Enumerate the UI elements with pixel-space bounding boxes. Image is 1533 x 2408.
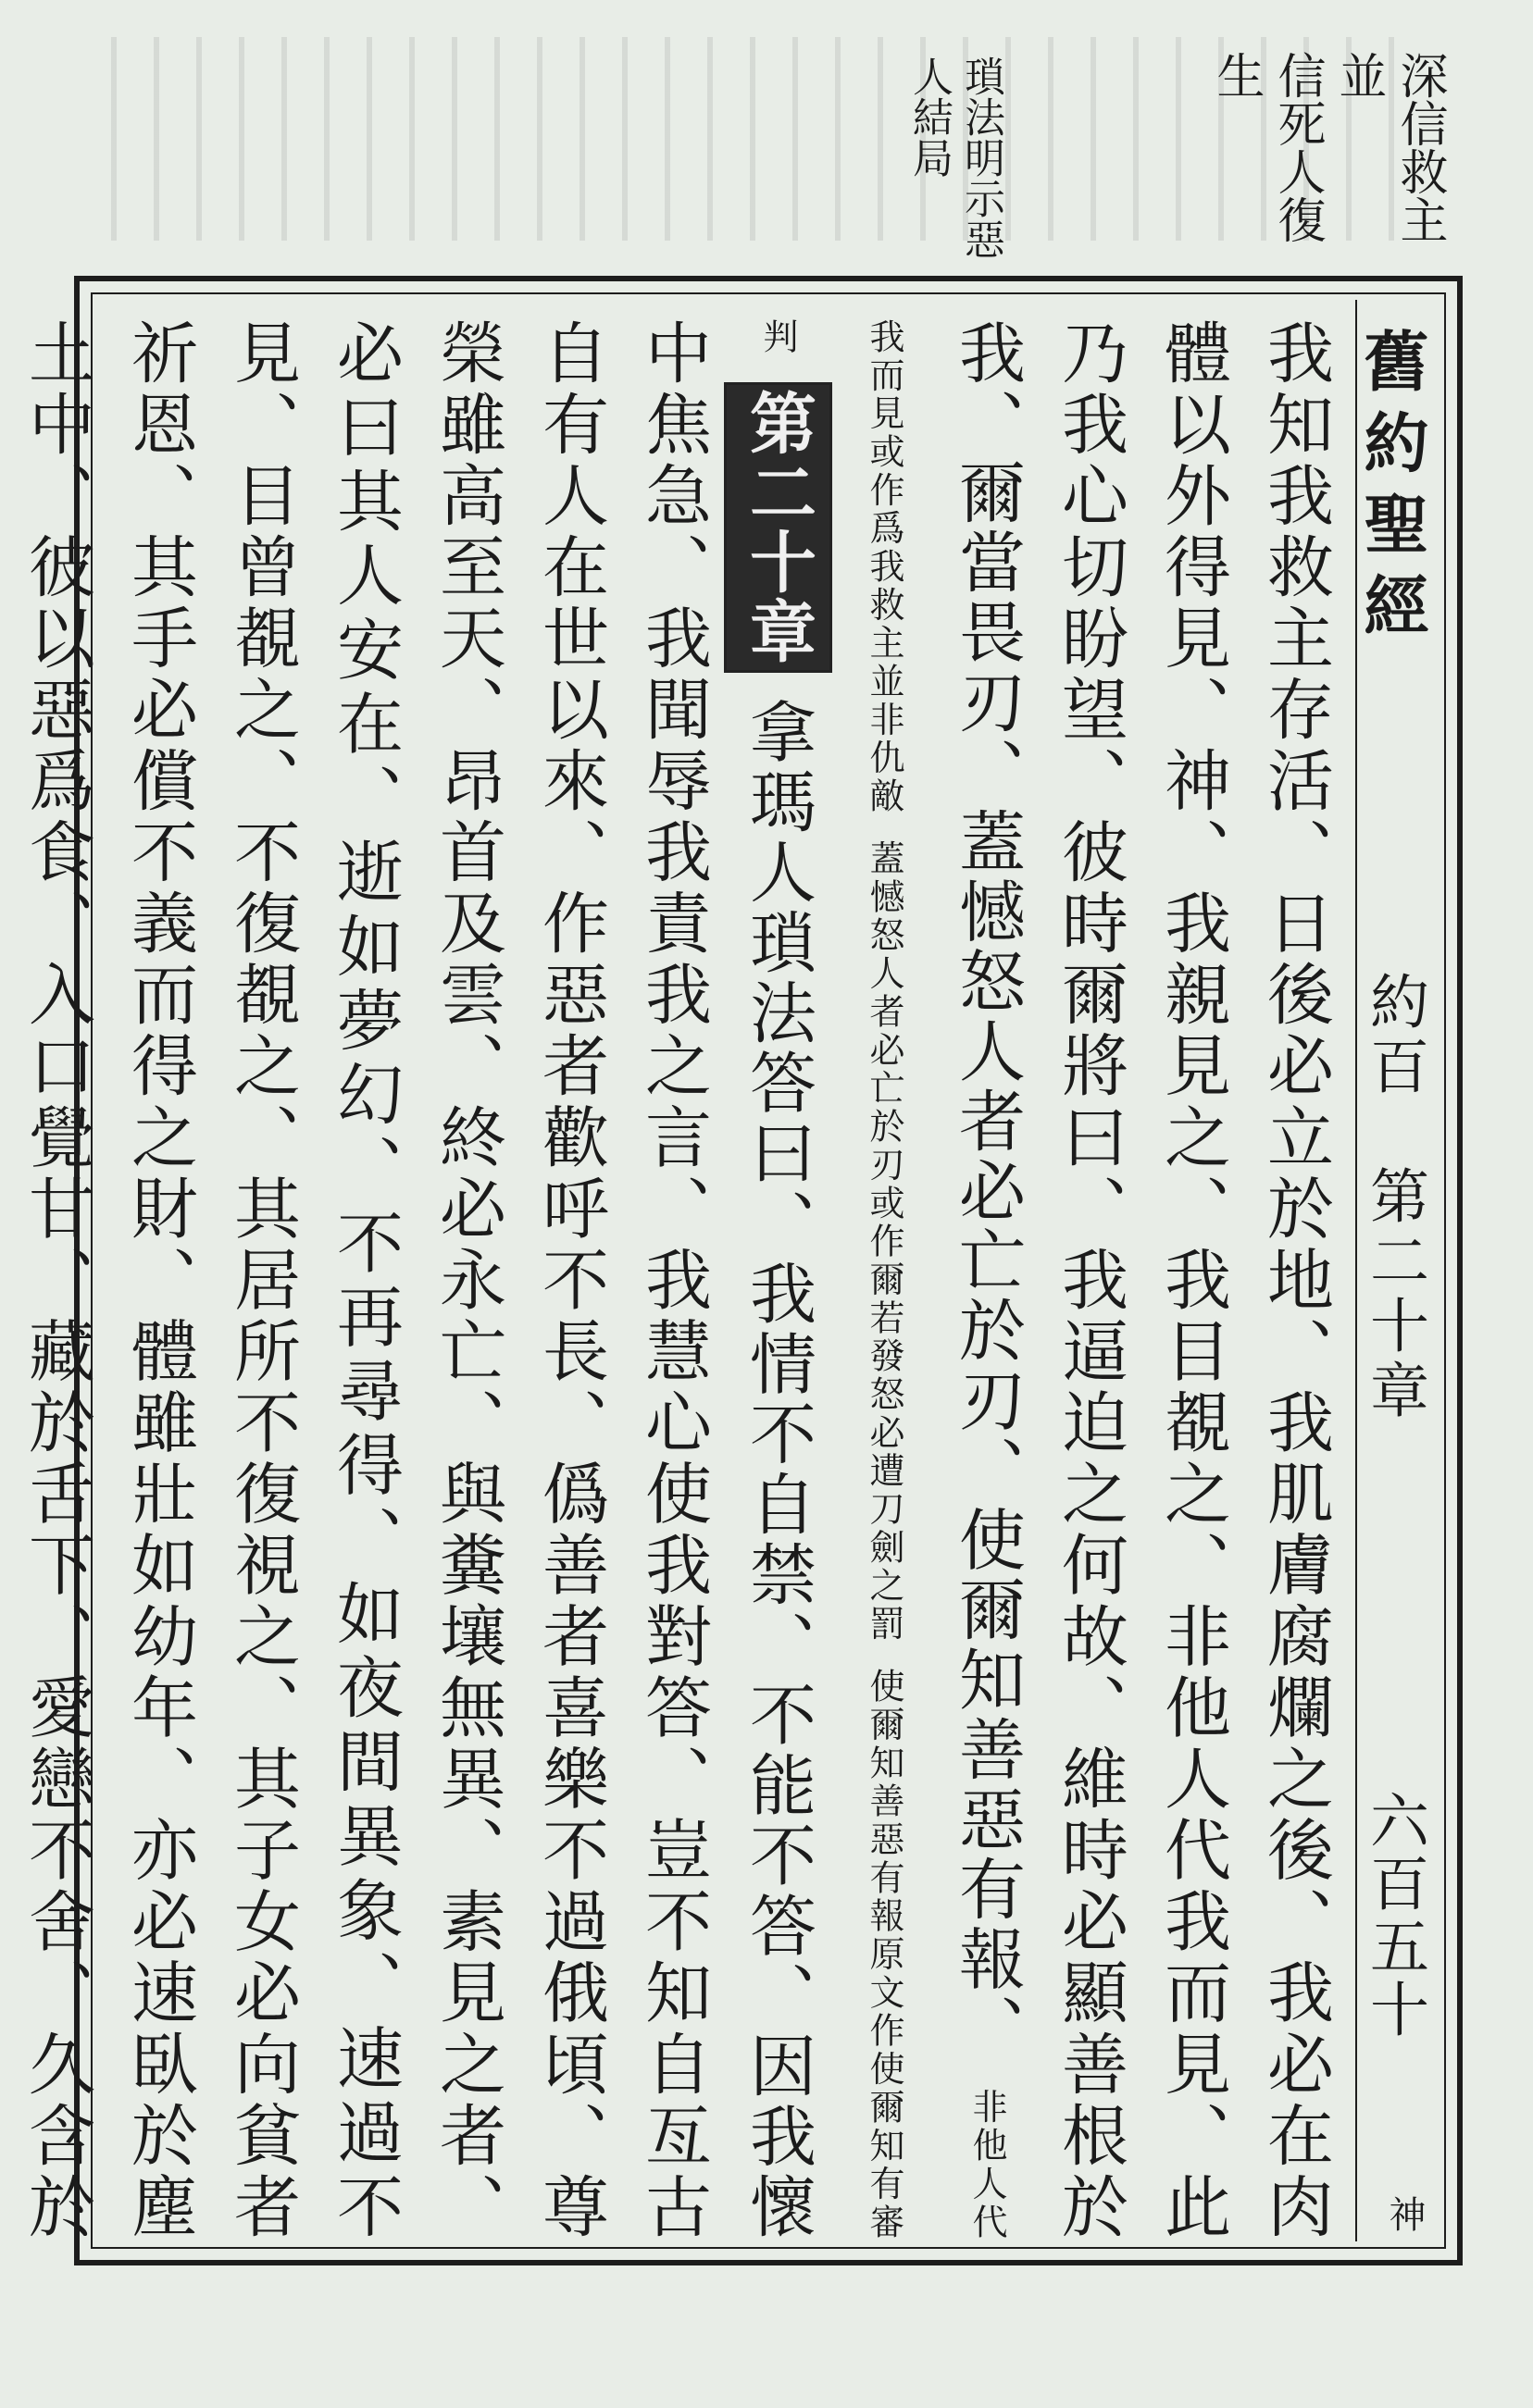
chapter-number: 第二十章 — [1360, 1165, 1428, 1424]
margin-note-right — [1205, 51, 1450, 264]
chapter-label — [1352, 971, 1437, 1424]
margin-note-line: 人結局 — [905, 56, 953, 178]
book-section: 約百 — [1360, 971, 1428, 1100]
book-title: 舊約聖經 — [1353, 328, 1430, 653]
page-number: 六百五十 — [1360, 1790, 1428, 2042]
page-frame — [18, 276, 1463, 2265]
chapter-heading: 第二十章 — [724, 382, 832, 673]
margin-note-line: 信死人復生 — [1208, 51, 1325, 243]
verse-text: 拿瑪人瑣法答曰、我情不自禁、不能不答、因我懷中焦急、我聞辱我責我之言、我慧心使我對答、豈不知自亙古自有人在世以來、作惡者歡呼不長、僞善者喜樂不過俄頃、尊榮雖高至天、昂首及雲、終必永亡、與糞壤無異、素見之者、必曰其人安在、逝如夢幻、不再尋得、如夜間異象、速過不見、目曾覩之、不復覩之、其居所不復視之、其子女必向貧者祈恩、其手必償不義而得之財、體雖壯如幼年、亦必速臥於塵土中、彼以惡爲食、入口覺甘、藏於舌下、愛戀不舍、久含於 — [18, 318, 816, 2242]
verse-text: 我知我救主存活、日後必立於地、我肌膚腐爛之後、我必在肉體以外得見、神、我親見之、我目覩之、非他人代我而見、此乃我心切盼望、彼時爾將曰、我逼迫之何故、維時必顯善根於我、爾當畏刃、蓋憾怒人者必亡於刃、使爾知善惡有報、 — [948, 318, 1334, 2241]
verse-note: 蓋憾怒人者必亡於刃或作爾若發怒必遭刀劍之罰 — [864, 839, 904, 1644]
margin-note-middle — [903, 56, 1006, 268]
running-header — [1355, 300, 1457, 2241]
verse-note: 使爾知善惡有報原文作使爾知有審判 — [757, 318, 904, 2242]
body-text — [18, 318, 1346, 2242]
margin-note-line: 深信救主並 — [1330, 51, 1447, 243]
verse-note: 非他人代我而見或作爲我救主並非仇敵 — [864, 318, 1007, 2242]
margin-note-line: 瑣法明示惡 — [957, 56, 1004, 259]
catchword: 神 — [1383, 2195, 1426, 2232]
